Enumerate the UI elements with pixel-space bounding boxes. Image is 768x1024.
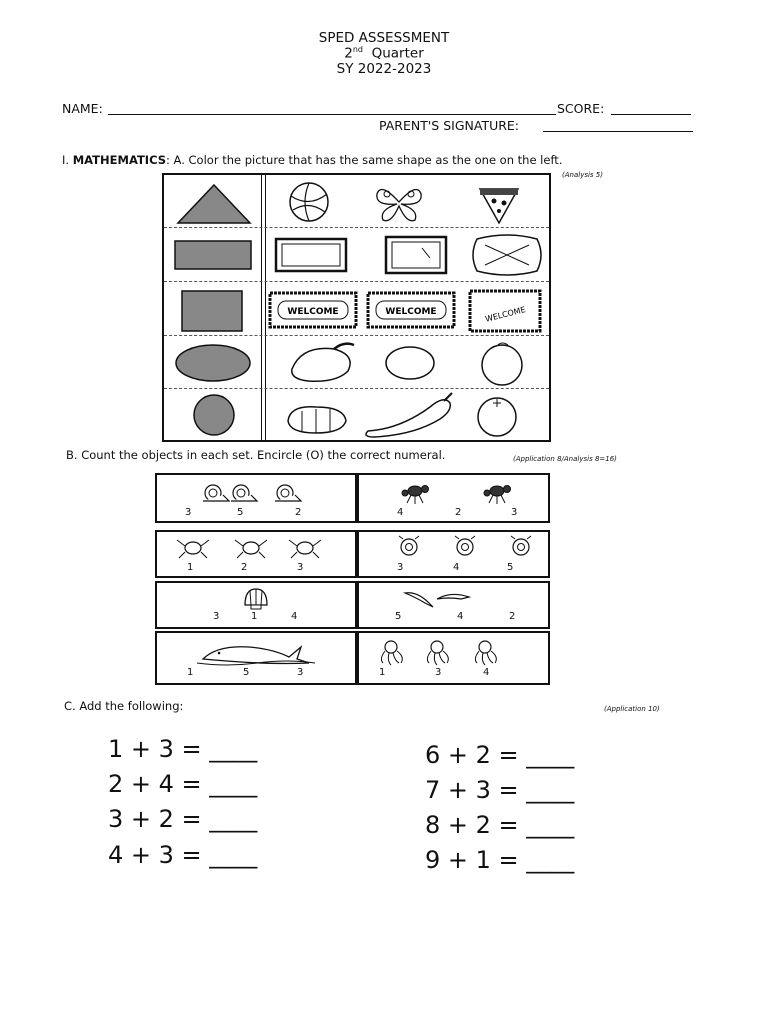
welcome-sign-icon[interactable] (466, 287, 546, 335)
section-a-tag: (Analysis 5) (562, 171, 603, 179)
option-number[interactable]: 4 (291, 611, 298, 622)
section-a-text: : A. Color the picture that has the same shape as the one on the left. (166, 153, 563, 167)
count-set-crabs (155, 530, 357, 578)
section-b-instruction: B. Count the objects in each set. Encircle (O) the correct numeral. (66, 448, 446, 462)
mango-icon[interactable] (282, 339, 362, 385)
name-label: NAME: (62, 101, 103, 116)
orange-icon[interactable] (474, 339, 534, 387)
count-set-snails (155, 473, 357, 523)
ball-icon[interactable] (279, 180, 339, 224)
score-field[interactable] (611, 114, 691, 115)
octopus-icon (377, 639, 507, 667)
option-number[interactable]: 3 (435, 667, 442, 678)
welcome-mat-icon[interactable] (364, 289, 458, 333)
section-b-tag: (Application 8/Analysis 8=16) (513, 455, 617, 463)
pizza-slice-icon[interactable] (474, 183, 524, 227)
target-triangle (174, 181, 254, 225)
option-number[interactable]: 3 (297, 667, 304, 678)
option-number[interactable]: 2 (509, 611, 516, 622)
option-number[interactable]: 2 (295, 507, 302, 518)
eggplant-icon[interactable] (360, 391, 460, 439)
option-number[interactable]: 4 (457, 611, 464, 622)
crab-icon (173, 536, 333, 560)
option-number[interactable]: 4 (397, 507, 404, 518)
section-a-instruction (62, 153, 562, 167)
option-number[interactable]: 5 (395, 611, 402, 622)
count-set-octopus (357, 631, 550, 685)
option-number[interactable]: 3 (297, 562, 304, 573)
counting-grid (155, 473, 550, 685)
option-number[interactable]: 1 (379, 667, 386, 678)
whale-icon (197, 639, 317, 667)
school-year: SY 2022-2023 (336, 61, 432, 77)
addition-problem[interactable]: 6 + 2 = ____ (425, 741, 575, 769)
parent-signature-label: PARENT'S SIGNATURE: (379, 118, 520, 133)
addition-problem[interactable]: 7 + 3 = ____ (425, 776, 575, 804)
option-number[interactable]: 1 (187, 667, 194, 678)
egg-icon[interactable] (382, 341, 442, 385)
butterfly-icon[interactable] (369, 180, 429, 224)
addition-problem[interactable]: 4 + 3 = ____ (108, 841, 258, 869)
option-number[interactable]: 4 (483, 667, 490, 678)
count-set-dolphins (357, 581, 550, 629)
snail-icon (199, 483, 309, 505)
shape-matching-grid (162, 173, 551, 442)
option-number[interactable]: 5 (243, 667, 250, 678)
turtle-icon (393, 534, 533, 560)
addition-problem[interactable]: 2 + 4 = ____ (108, 770, 258, 798)
quarter-suffix: nd (352, 45, 363, 54)
option-number[interactable]: 4 (453, 562, 460, 573)
addition-problem[interactable]: 8 + 2 = ____ (425, 811, 575, 839)
option-number[interactable]: 3 (397, 562, 404, 573)
pillow-icon[interactable] (469, 231, 545, 279)
quarter-label (0, 45, 768, 62)
mat-text: WELCOME (287, 307, 339, 317)
picture-frame-icon[interactable] (272, 235, 352, 275)
option-number[interactable]: 1 (251, 611, 258, 622)
section-c-instruction: C. Add the following: (64, 699, 184, 713)
parent-signature-field[interactable] (543, 131, 693, 132)
target-oval (172, 341, 256, 385)
option-number[interactable]: 2 (455, 507, 462, 518)
quarter-number: 2 (344, 45, 353, 62)
sign-text: WELCOME (484, 305, 527, 324)
option-number[interactable]: 3 (213, 611, 220, 622)
welcome-mat-icon[interactable] (266, 289, 360, 333)
section-roman: I. (62, 153, 70, 167)
orange-icon[interactable] (469, 393, 529, 439)
ant-icon (397, 479, 537, 507)
addition-problem[interactable]: 9 + 1 = ____ (425, 846, 575, 874)
addition-problem[interactable]: 1 + 3 = ____ (108, 735, 258, 763)
name-field[interactable] (108, 114, 556, 115)
count-set-turtles (357, 530, 550, 578)
bread-icon[interactable] (282, 397, 352, 437)
option-number[interactable]: 5 (237, 507, 244, 518)
section-c-tag: (Application 10) (604, 705, 660, 713)
score-label: SCORE: (557, 101, 605, 116)
addition-problem[interactable]: 3 + 2 = ____ (108, 805, 258, 833)
count-set-ants (357, 473, 550, 523)
mirror-icon[interactable] (382, 233, 452, 277)
option-number[interactable]: 5 (507, 562, 514, 573)
option-number[interactable]: 1 (187, 562, 194, 573)
target-circle (180, 393, 250, 439)
option-number[interactable]: 3 (511, 507, 518, 518)
subject-heading: MATHEMATICS (72, 153, 167, 167)
option-number[interactable]: 2 (241, 562, 248, 573)
quarter-word: Quarter (371, 45, 424, 62)
count-set-shell (155, 581, 357, 629)
shell-icon (241, 587, 271, 611)
dolphin-icon (403, 587, 473, 611)
target-square (178, 287, 248, 333)
mat-text: WELCOME (385, 307, 437, 317)
option-number[interactable]: 3 (185, 507, 192, 518)
count-set-whale (155, 631, 357, 685)
target-rectangle (172, 237, 256, 273)
worksheet-title: SPED ASSESSMENT (318, 30, 450, 46)
